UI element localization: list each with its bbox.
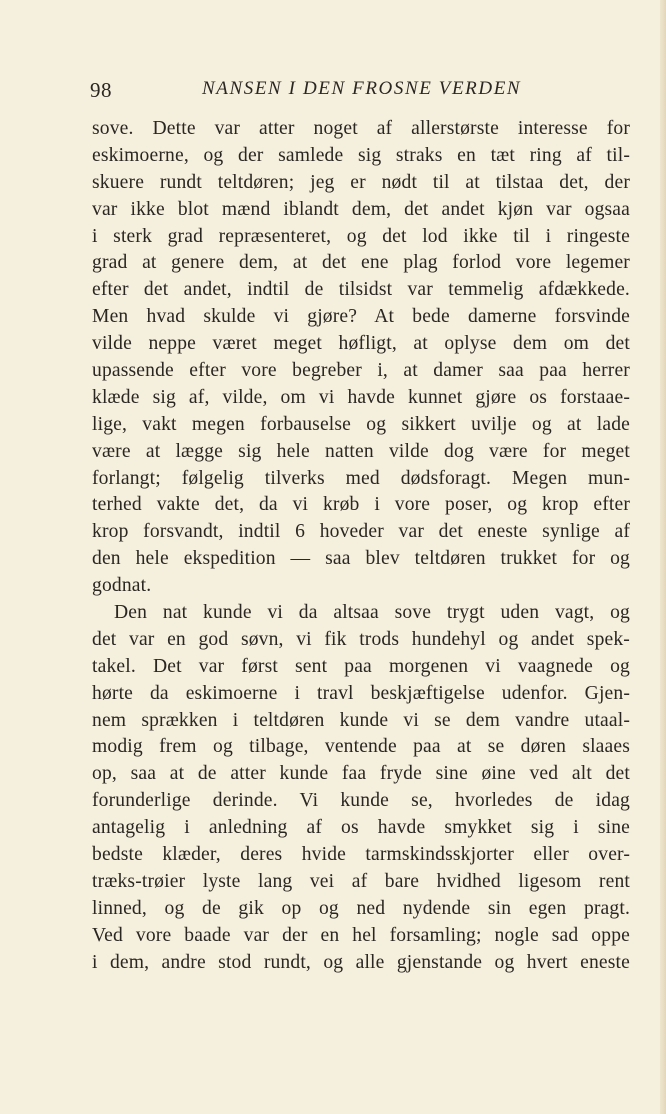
running-head [90, 78, 540, 104]
page-edge [660, 0, 666, 1114]
text-line: efter det andet, indtil de tilsidst var temmelig afdækkede. [92, 279, 630, 301]
text-line: hørte da eskimoerne i travl beskjæftigelse udenfor. Gjen- [92, 682, 630, 704]
paragraph-start-line: Den nat kunde vi da altsaa sove trygt uden vagt, og [114, 602, 630, 624]
text-line: i dem, andre stod rundt, og alle gjenstande og hvert eneste [92, 951, 630, 973]
text-line: antagelig i anledning af os havde smykket sig i sine [92, 817, 630, 839]
text-line: lige, vakt megen forbauselse og sikkert uvilje og at lade [92, 413, 630, 435]
text-line: modig frem og tilbage, ventende paa at se døren slaaes [92, 736, 630, 758]
text-line: Ved vore baade var der en hel forsamling; nogle sad oppe [92, 924, 630, 946]
text-line: vilde neppe været meget høfligt, at oplyse dem om det [92, 333, 630, 355]
text-line: eskimoerne, og der samlede sig straks en tæt ring af til- [92, 144, 630, 166]
text-line: nem sprækken i teltdøren kunde vi se dem vandre utaal- [92, 709, 630, 731]
text-line: Men hvad skulde vi gjøre? At bede damerne forsvinde [92, 306, 630, 328]
text-line: i sterk grad repræsenteret, og det lod ikke til i ringeste [92, 225, 630, 247]
running-title: NANSEN I DEN FROSNE VERDEN [202, 78, 522, 99]
page-number: 98 [90, 78, 112, 102]
text-line: skuere rundt teltdøren; jeg er nødt til at tilstaa det, der [92, 171, 630, 193]
paragraph-end-line: godnat. [92, 575, 152, 597]
text-line: klæde sig af, vilde, om vi havde kunnet gjøre os forstaae- [92, 386, 630, 408]
text-line: op, saa at de atter kunde faa fryde sine øine ved alt det [92, 763, 630, 785]
text-line: terhed vakte det, da vi krøb i vore poser, og krop efter [92, 494, 630, 516]
text-line: træks-trøier lyste lang vei af bare hvidhed ligesom rent [92, 870, 630, 892]
text-line: var ikke blot mænd iblandt dem, det andet kjøn var ogsaa [92, 198, 630, 220]
text-line: takel. Det var først sent paa morgenen vi vaagnede og [92, 655, 630, 677]
text-line: upassende efter vore begreber i, at damer saa paa herrer [92, 360, 630, 382]
text-line: forunderlige derinde. Vi kunde se, hvorledes de idag [92, 790, 630, 812]
text-line: krop forsvandt, indtil 6 hoveder var det eneste synlige af [92, 521, 630, 543]
text-line: den hele ekspedition — saa blev teltdøren trukket for og [92, 548, 630, 570]
text-line: det var en god søvn, vi fik trods hundehyl og andet spek- [92, 628, 630, 650]
text-line: bedste klæder, deres hvide tarmskindsskjorter eller over- [92, 844, 630, 866]
text-line: være at lægge sig hele natten vilde dog være for meget [92, 440, 630, 462]
text-line: linned, og de gik op og ned nydende sin egen pragt. [92, 897, 630, 919]
text-line: forlangt; følgelig tilverks med dødsforagt. Megen mun- [92, 467, 630, 489]
text-line: grad at genere dem, at det ene plag forlod vore legemer [92, 252, 630, 274]
text-line: sove. Dette var atter noget af allerstørste interesse for [92, 118, 630, 139]
body-text [92, 116, 630, 977]
